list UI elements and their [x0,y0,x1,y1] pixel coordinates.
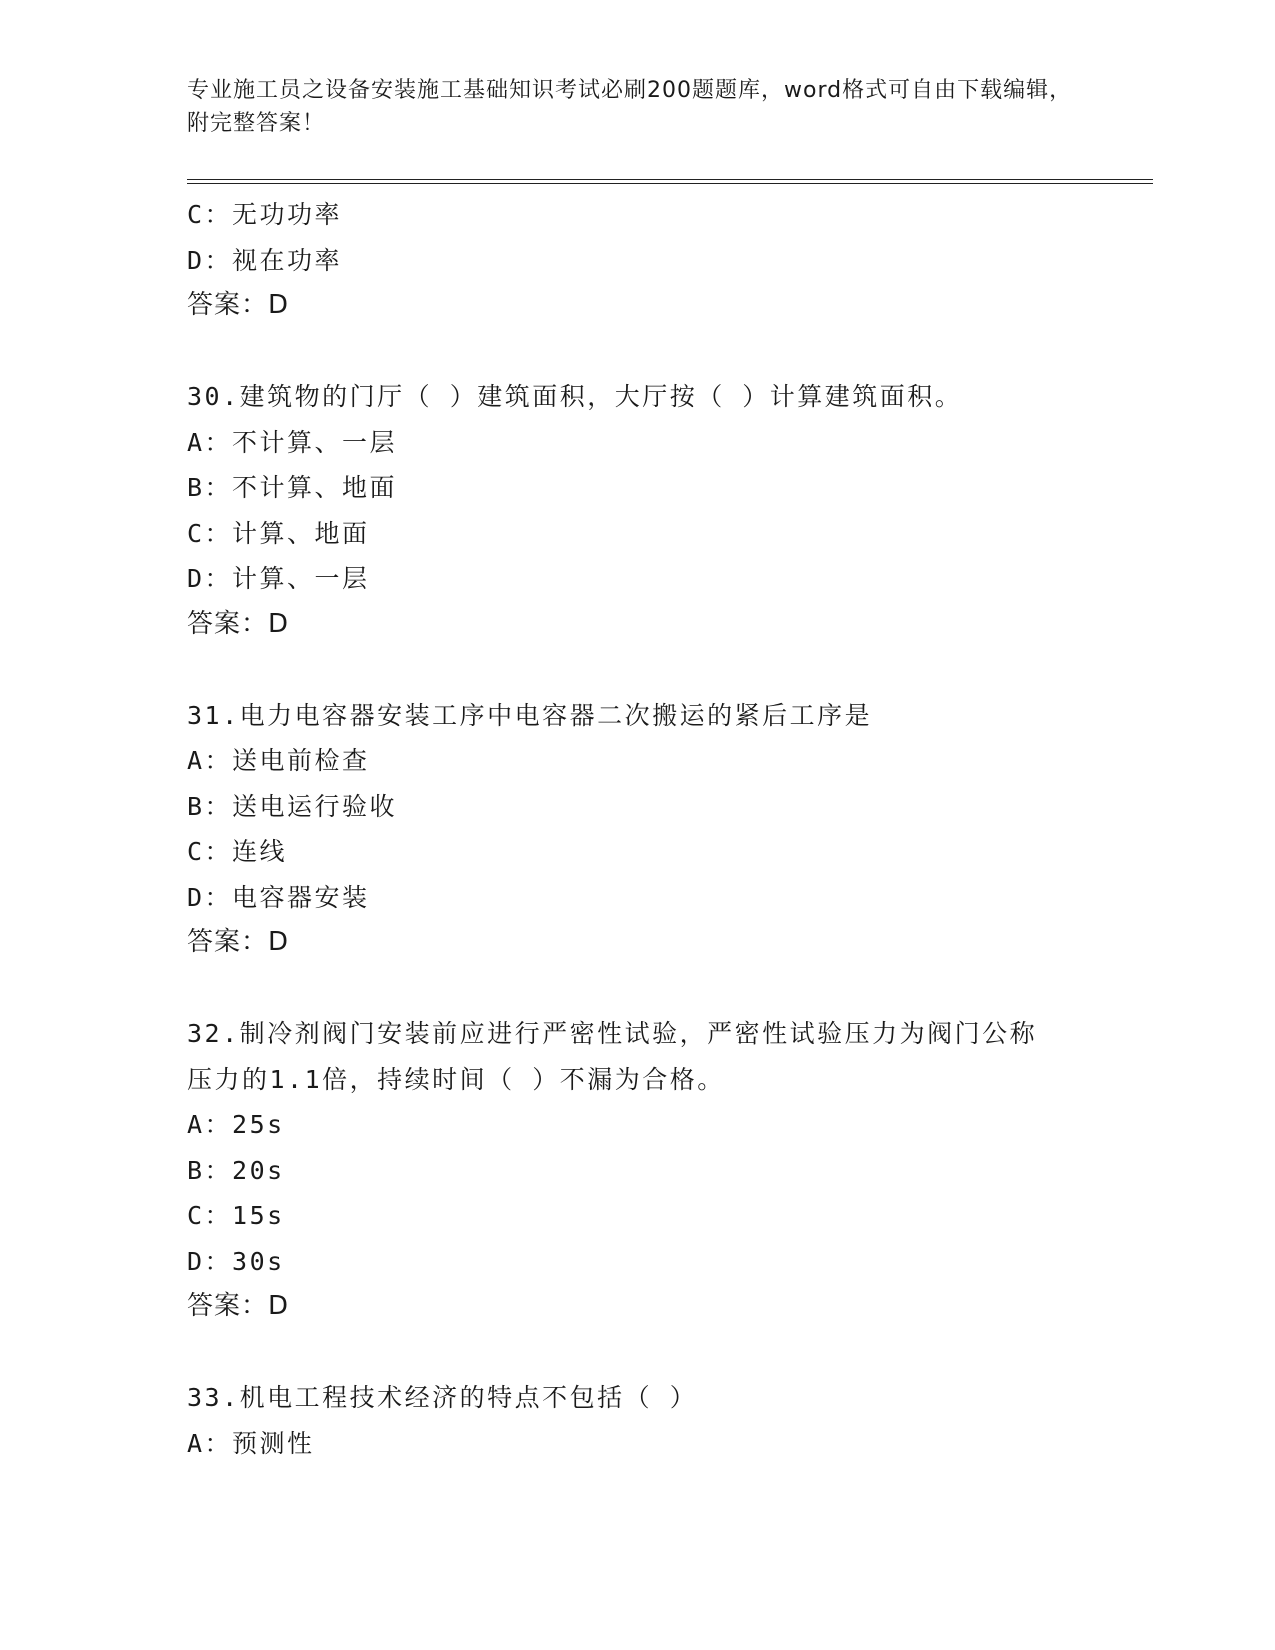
option-d: D：视在功率 [187,245,343,275]
option-d: D：电容器安装 [187,882,370,912]
question-stem-line-1: 32.制冷剂阀门安装前应进行严密性试验，严密性试验压力为阀门公称 [187,1019,1038,1048]
option-b: B：送电运行验收 [187,791,398,821]
spacer [187,647,1087,693]
question-32 [187,1011,1087,1330]
answer-line: 答案：D [187,290,290,320]
question-33 [187,1375,1087,1466]
header-divider-bottom [187,183,1153,184]
option-a: A：不计算、一层 [187,427,398,457]
option-c: C：计算、地面 [187,518,370,548]
question-stem: 30.建筑物的门厅（ ）建筑面积，大厅按（ ）计算建筑面积。 [187,382,963,411]
answer-line: 答案：D [187,1291,290,1321]
spacer [187,329,1087,375]
header-divider-top [187,179,1153,180]
option-c: C：无功功率 [187,200,343,229]
spacer [187,1330,1087,1376]
option-b: B：不计算、地面 [187,473,398,502]
answer-line: 答案：D [187,927,290,957]
document-header: 专业施工员之设备安装施工基础知识考试必刷200题题库，word格式可自由下载编辑，附完整答案！ [187,78,1073,136]
question-stem: 31.电力电容器安装工序中电容器二次搬运的紧后工序是 [187,700,873,730]
question-31 [187,693,1087,966]
option-c: C：连线 [187,837,288,866]
question-list [187,192,1087,1466]
option-d: D：30s [187,1246,285,1276]
option-a: A：预测性 [187,1428,315,1458]
option-a: A：送电前检查 [187,746,370,775]
question-stem: 33.机电工程技术经济的特点不包括（ ） [187,1383,698,1412]
option-c: C：15s [187,1201,285,1230]
spacer [187,966,1087,1012]
answer-line: 答案：D [187,608,290,639]
question-stem-line-2: 压力的1.1倍，持续时间（ ）不漏为合格。 [187,1064,725,1094]
option-d: D：计算、一层 [187,564,370,593]
question-29-tail [187,192,1087,329]
question-30 [187,374,1087,647]
option-a: A：25s [187,1110,285,1139]
option-b: B：20s [187,1155,285,1185]
